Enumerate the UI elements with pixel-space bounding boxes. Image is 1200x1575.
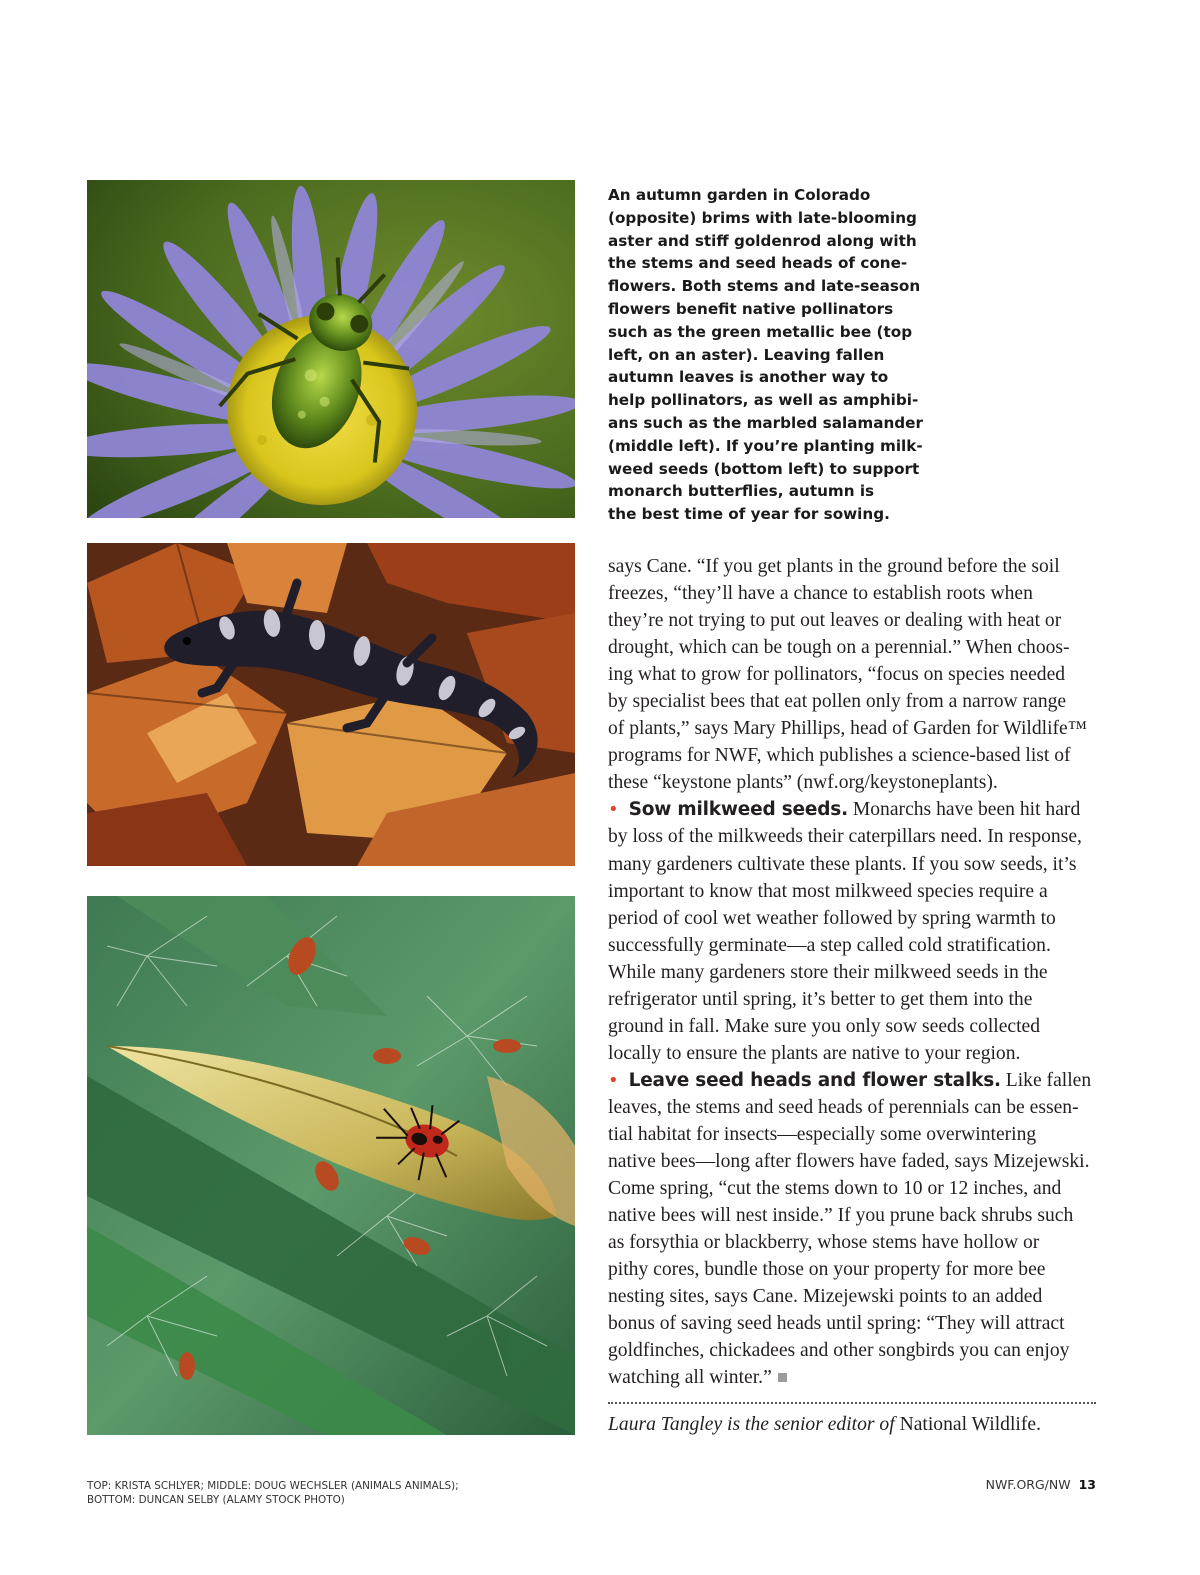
caption-line: An autumn garden in Colorado — [608, 186, 871, 204]
author-byline — [608, 1414, 1041, 1436]
body-line: goldfinches, chickadees and other songbirds you can enjoy — [608, 1340, 1070, 1362]
caption-line: left, on an aster). Leaving fallen — [608, 345, 885, 364]
bullet-icon: • — [608, 1069, 619, 1091]
page-number: 13 — [1078, 1477, 1096, 1492]
caption-line: (opposite) brims with late-blooming — [608, 208, 917, 227]
body-line: as forsythia or blackberry, whose stems have hollow or — [608, 1232, 1040, 1254]
caption-line: ans such as the marbled salamander — [608, 413, 923, 432]
photo-caption — [608, 184, 923, 526]
body-line: native bees—long after flowers have faded, says Mizejewski. — [608, 1151, 1090, 1173]
milkweed-illustration — [87, 896, 575, 1435]
bee-on-aster-illustration — [87, 180, 575, 518]
article-body — [608, 553, 1108, 1391]
body-line: of plants,” says Mary Phillips, head of Garden for Wildlife™ — [608, 718, 1087, 740]
body-line: they’re not trying to put out leaves or dealing with heat or — [608, 610, 1062, 632]
caption-line: help pollinators, as well as amphibi- — [608, 391, 919, 410]
body-line: refrigerator until spring, it’s better to get them into the — [608, 988, 1033, 1010]
body-line: these “keystone plants” (nwf.org/keystoneplants). — [608, 772, 998, 794]
body-line: by loss of the milkweeds their caterpillars need. In response, — [608, 826, 1082, 848]
body-line: watching all winter.” — [608, 1367, 772, 1389]
final-line — [608, 1364, 1108, 1391]
caption-line: monarch butterflies, autumn is — [608, 482, 875, 501]
dotted-divider — [608, 1402, 1096, 1404]
body-line: Like fallen — [1005, 1069, 1092, 1091]
body-line: period of cool wet weather followed by spring warmth to — [608, 907, 1056, 929]
body-line: ing what to grow for pollinators, “focus on species needed — [608, 664, 1066, 686]
caption-line: the stems and seed heads of cone- — [608, 254, 908, 273]
body-line: programs for NWF, which publishes a science-based list of — [608, 745, 1071, 767]
body-line: locally to ensure the plants are native to your region. — [608, 1042, 1021, 1064]
seedheads-section-lead — [608, 1067, 1108, 1094]
caption-line: weed seeds (bottom left) to support — [608, 459, 920, 478]
body-line: Monarchs have been hit hard — [852, 799, 1081, 821]
site-url: NWF.ORG/NW — [985, 1477, 1071, 1492]
milkweed-subhead: Sow milkweed seeds. — [628, 799, 848, 821]
body-line: tial habitat for insects—especially some overwintering — [608, 1123, 1037, 1145]
caption-line: the best time of year for sowing. — [608, 505, 890, 524]
photo-milkweed-seeds — [87, 896, 575, 1435]
body-line: freezes, “they’ll have a chance to establish roots when — [608, 583, 1033, 605]
milkweed-section-lead — [608, 796, 1108, 823]
body-line: says Cane. “If you get plants in the ground before the soil — [608, 556, 1060, 577]
body-line: by specialist bees that eat pollen only from a narrow range — [608, 691, 1067, 713]
body-line: leaves, the stems and seed heads of perennials can be essen- — [608, 1096, 1079, 1118]
body-line: important to know that most milkweed species require a — [608, 880, 1048, 902]
bullet-icon: • — [608, 799, 619, 821]
body-line: successfully germinate—a step called cold stratification. — [608, 934, 1051, 956]
body-line: native bees will nest inside.” If you prune back shrubs such — [608, 1205, 1074, 1227]
body-line: pithy cores, bundle those on your property for more bee — [608, 1259, 1046, 1281]
body-line: bonus of saving seed heads until spring: “They will attract — [608, 1313, 1065, 1335]
publication-name: National Wildlife. — [899, 1414, 1041, 1435]
body-line: many gardeners cultivate these plants. If you sow seeds, it’s — [608, 853, 1077, 875]
photo-bee-on-aster — [87, 180, 575, 518]
caption-line: flowers benefit native pollinators — [608, 299, 894, 318]
caption-line: such as the green metallic bee (top — [608, 322, 913, 341]
body-line: ground in fall. Make sure you only sow seeds collected — [608, 1015, 1041, 1037]
salamander-illustration — [87, 543, 575, 866]
body-line: Come spring, “cut the stems down to 10 or 12 inches, and — [608, 1178, 1062, 1200]
credit-line: TOP: KRISTA SCHLYER; MIDDLE: DOUG WECHSLER (ANIMALS ANIMALS); — [87, 1480, 459, 1492]
caption-line: autumn leaves is another way to — [608, 368, 889, 387]
caption-line: (middle left). If you’re planting milk- — [608, 436, 923, 455]
body-line: drought, which can be tough on a perennial.” When choos- — [608, 637, 1070, 659]
photo-marbled-salamander — [87, 543, 575, 866]
body-line: While many gardeners store their milkweed seeds in the — [608, 961, 1048, 983]
photo-credits — [87, 1479, 459, 1507]
end-of-article-icon — [778, 1373, 787, 1382]
caption-line: flowers. Both stems and late-season — [608, 277, 921, 296]
credit-line: BOTTOM: DUNCAN SELBY (ALAMY STOCK PHOTO) — [87, 1494, 345, 1506]
seedheads-subhead: Leave seed heads and flower stalks. — [628, 1069, 1001, 1091]
caption-line: aster and stiff goldenrod along with — [608, 231, 917, 250]
body-line: nesting sites, says Cane. Mizejewski points to an added — [608, 1286, 1043, 1308]
byline-italic: Laura Tangley is the senior editor of — [608, 1414, 895, 1435]
page-folio — [986, 1477, 1096, 1492]
